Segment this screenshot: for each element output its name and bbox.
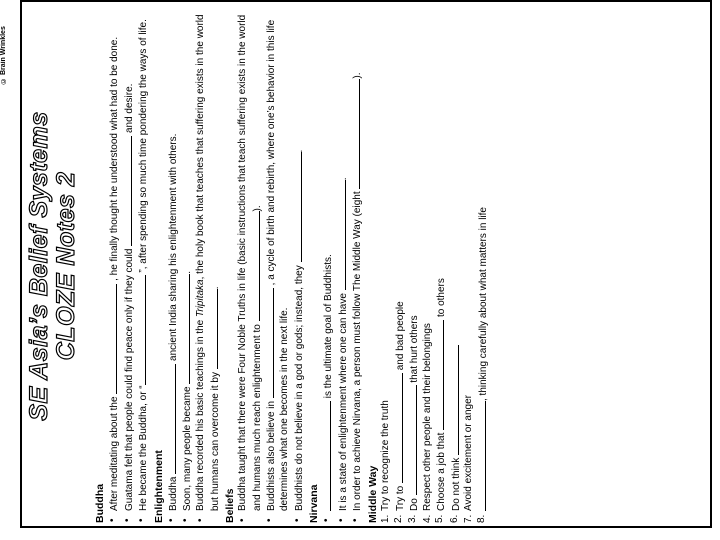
blank-line — [180, 274, 190, 384]
list-item: 8. , thinking carefully about what matters in life — [476, 207, 490, 523]
blank-line — [393, 373, 403, 483]
copyright-text: © Brain Wrinkles — [0, 26, 7, 84]
section-beliefs — [224, 9, 306, 523]
blank-line — [264, 288, 274, 398]
worksheet-content — [22, 9, 710, 523]
worksheet-page — [22, 9, 710, 529]
list-item: 6. Do not think — [449, 9, 464, 523]
blank-line — [321, 401, 331, 511]
section-heading: Nirvana — [308, 484, 321, 523]
section-heading: Enlightenment — [152, 450, 165, 523]
list-item: 4. Respect other people and their belongings — [421, 323, 433, 523]
list-item: • Buddha recorded his basic teachings in the Tripitaka, the holy book that teaches that suffering exists in the world but humans can overcome it by . — [195, 9, 222, 523]
list-item: • After meditating about the , he finally thought he understood what had to be done. — [107, 9, 122, 523]
list-item: • Buddhists also believe in , a cycle of birth and rebirth, where one’s behavior in this life determines what one becomes in the next life. — [264, 9, 291, 523]
blank-line — [292, 152, 302, 262]
section-buddha — [94, 9, 151, 523]
section-heading: Buddha — [94, 483, 106, 523]
worksheet-frame — [20, 0, 712, 528]
blank-line — [107, 284, 117, 394]
blank-line — [449, 345, 459, 455]
section-enlightenment — [153, 9, 222, 523]
blank-line — [336, 180, 346, 290]
blank-line — [476, 401, 486, 511]
page-title: SE Asia’s Belief Systems — [25, 111, 53, 421]
list-item: 2. Try to and bad people — [392, 301, 406, 523]
list-item: • Soon, many people became . — [180, 9, 195, 523]
blank-line — [166, 364, 176, 474]
section-nirvana — [308, 9, 365, 523]
blank-line — [350, 79, 360, 189]
section-heading: Middle Way — [366, 465, 379, 523]
title-block — [22, 9, 92, 523]
list-item: • In order to achieve Nirvana, a person must follow The Middle Way (eight ). — [350, 9, 365, 523]
blank-line — [407, 385, 417, 495]
blank-line — [136, 275, 146, 385]
blank-line — [122, 136, 132, 246]
blank-line — [250, 211, 260, 321]
list-item: • Guatama felt that people could find peace only if they could and desire. — [122, 9, 137, 523]
list-item: • is the ultimate goal of Buddhists. — [321, 9, 336, 523]
list-item: • Buddha taught that there were Four Noble Truths in life (basic instructions that teach suffering exists in the world and humans much reach enlightenment to ). — [237, 9, 264, 523]
section-heading: Beliefs — [224, 488, 237, 523]
list-item: 7. Avoid excitement or anger — [463, 395, 475, 523]
list-item: • He became the Buddha, or “ ”, after spending so much time pondering the ways of life. — [136, 9, 151, 523]
list-item: • Buddhists do not believe in a god or gods; instead, they . — [292, 9, 307, 523]
section-middle-way — [367, 9, 491, 523]
list-item: 3. Do that hurt others — [407, 315, 421, 523]
blank-line — [208, 289, 218, 369]
page-subtitle: CLOZE Notes 2 — [52, 171, 80, 361]
list-item: 1. Try to recognize the truth — [379, 400, 391, 523]
blank-line — [434, 320, 444, 430]
list-item: • It is a state of enlightenment where one can have . — [336, 9, 351, 523]
copyright-strip — [0, 0, 14, 540]
list-item: 5. Choose a job that to others — [434, 278, 448, 523]
list-item: • Buddha ancient India sharing his enlightenment with others. — [166, 9, 181, 523]
